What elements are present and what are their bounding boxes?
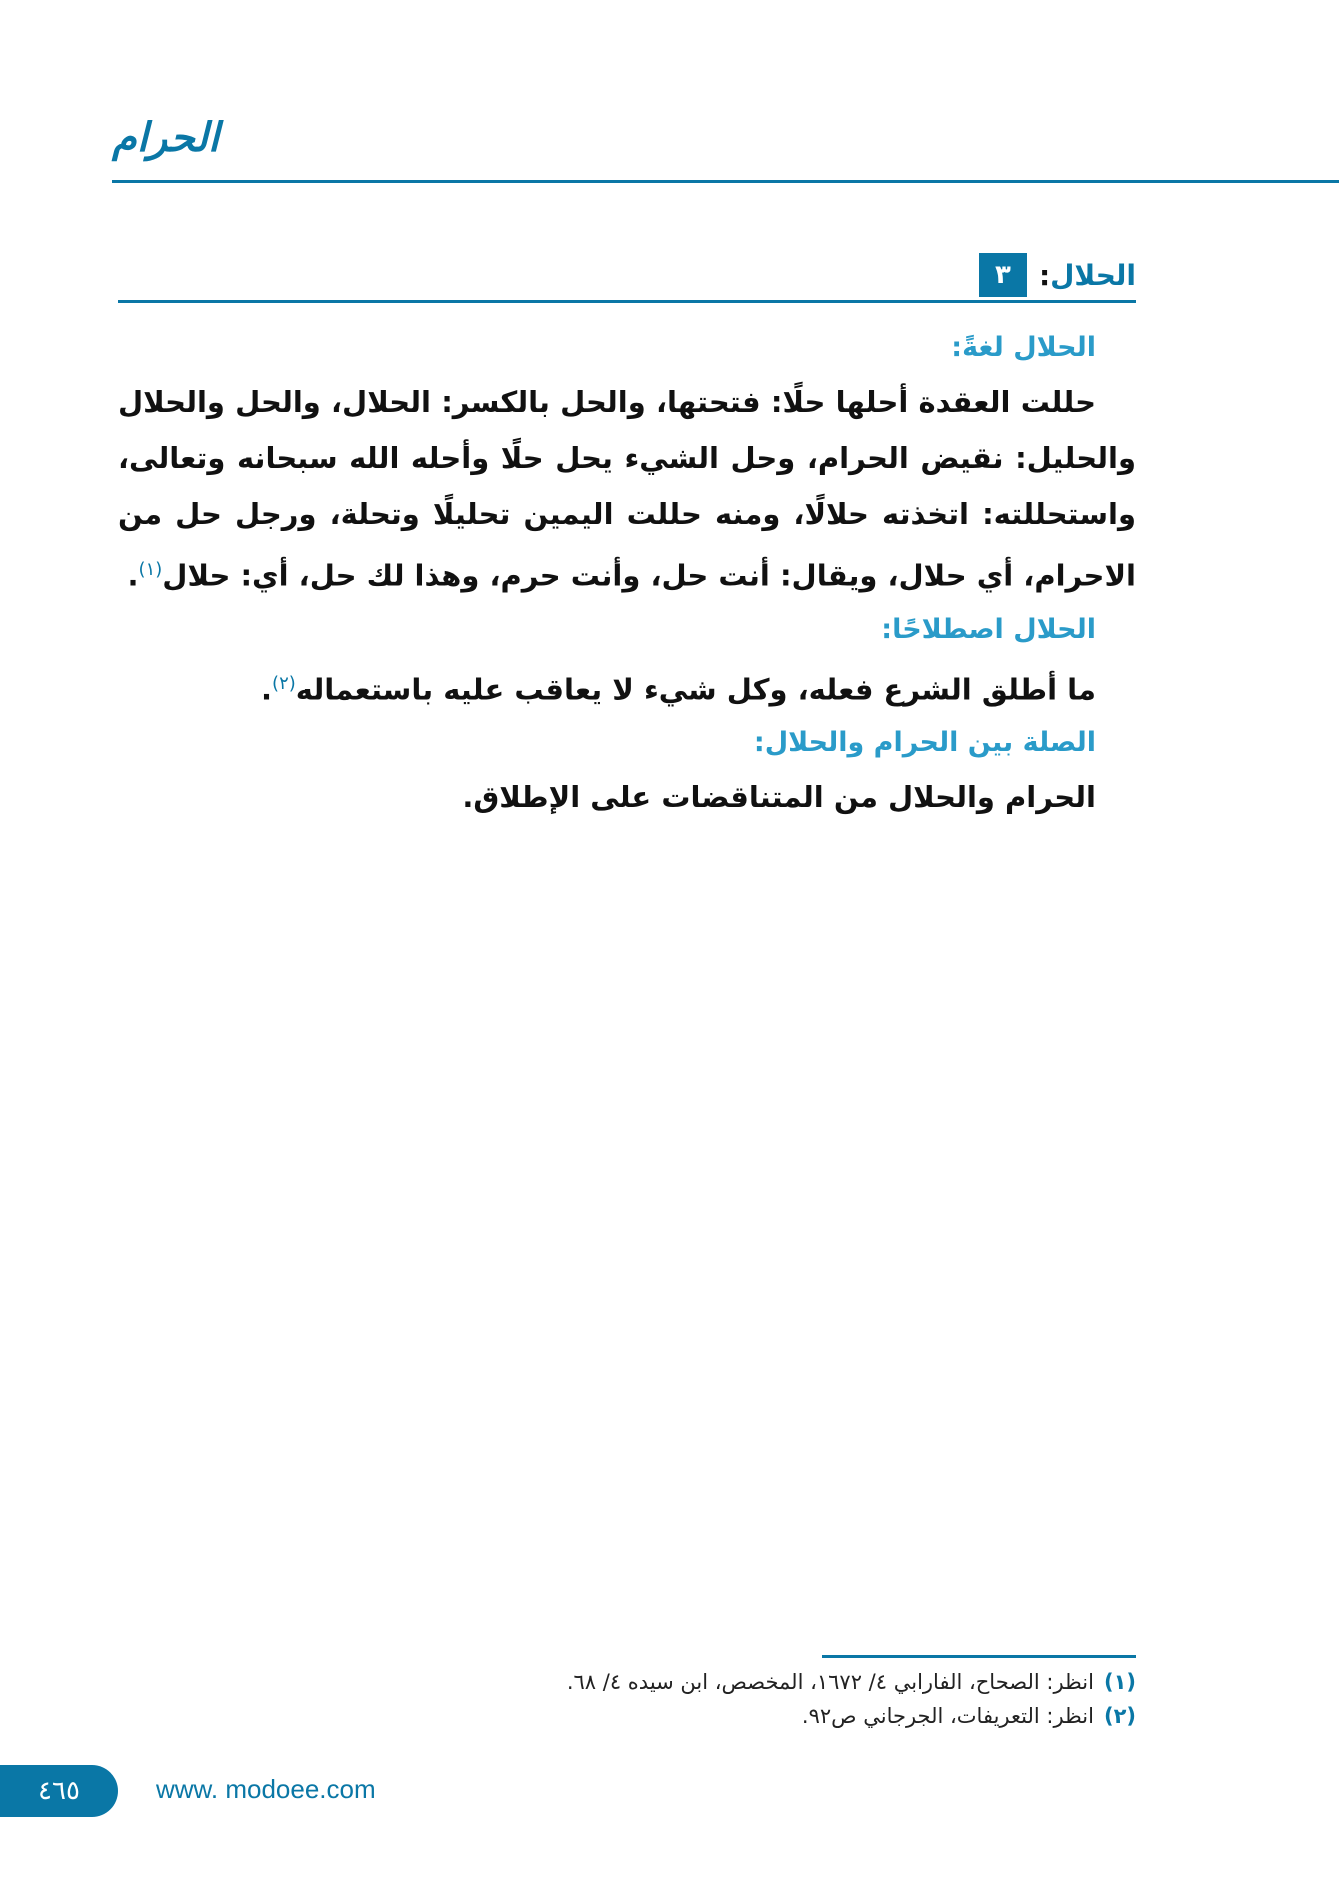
footnote-number: (٢) [1103, 1704, 1136, 1728]
paragraph-linguistic-definition [118, 374, 1136, 604]
paragraph-relation: الحرام والحلال من المتناقضات على الإطلاق. [462, 780, 1096, 815]
subheading-linguistic: الحلال لغةً: [951, 332, 1096, 363]
paragraph-linguistic-text: حللت العقدة أحلها حلًا: فتحتها، والحل بالكسر: الحلال، والحل والحلال والحليل: نقيض الحرام، وحل الشيء يحل حلًا وأحله الله سبحانه وتعالى، واستحللته: اتخذته حلالًا، ومنه حللت اليمين تحليلًا وتحلة، ورجل حل من الاحرام، أي حلال، ويقال: أنت حل، وأنت حرم، وهذا لك حل، أي: حلال [118, 385, 1136, 593]
footnote-item [236, 1699, 1136, 1733]
footnote-number: (١) [1103, 1670, 1136, 1694]
running-header-title: الحرام [112, 114, 220, 161]
footnote-ref-1[interactable]: (١) [138, 559, 163, 580]
footnote-text: انظر: التعريفات، الجرجاني ص٩٢. [801, 1704, 1094, 1728]
subheading-technical: الحلال اصطلاحًا: [881, 613, 1096, 645]
paragraph-technical-text: ما أطلق الشرع فعله، وكل شيء لا يعاقب عليه باستعماله [295, 672, 1096, 707]
page-number-badge: ٤٦٥ [0, 1765, 118, 1817]
paragraph-technical-definition [118, 656, 1136, 718]
section-number-badge: ٣ [979, 253, 1027, 297]
footnote-item [236, 1665, 1136, 1699]
footnotes [236, 1665, 1136, 1733]
section-heading [979, 252, 1136, 298]
website-link[interactable]: www. modoee.com [156, 1774, 376, 1804]
paragraph-technical-end: . [261, 672, 273, 707]
section-title [1039, 259, 1136, 292]
footnote-ref-2[interactable]: (٢) [272, 672, 296, 694]
section-title-text: الحلال [1050, 258, 1136, 292]
subheading-relation: الصلة بين الحرام والحلال: [753, 727, 1096, 759]
footnote-text: انظر: الصحاح، الفارابي ٤/ ١٦٧٢، المخصص، ابن سيده ٤/ ٦٨. [566, 1670, 1094, 1694]
article-body [118, 322, 1136, 825]
section-title-colon: : [1038, 258, 1051, 292]
section-divider [118, 300, 1136, 303]
header-divider [112, 180, 1339, 183]
paragraph-linguistic-end: . [127, 558, 139, 593]
footnote-divider [822, 1655, 1136, 1658]
